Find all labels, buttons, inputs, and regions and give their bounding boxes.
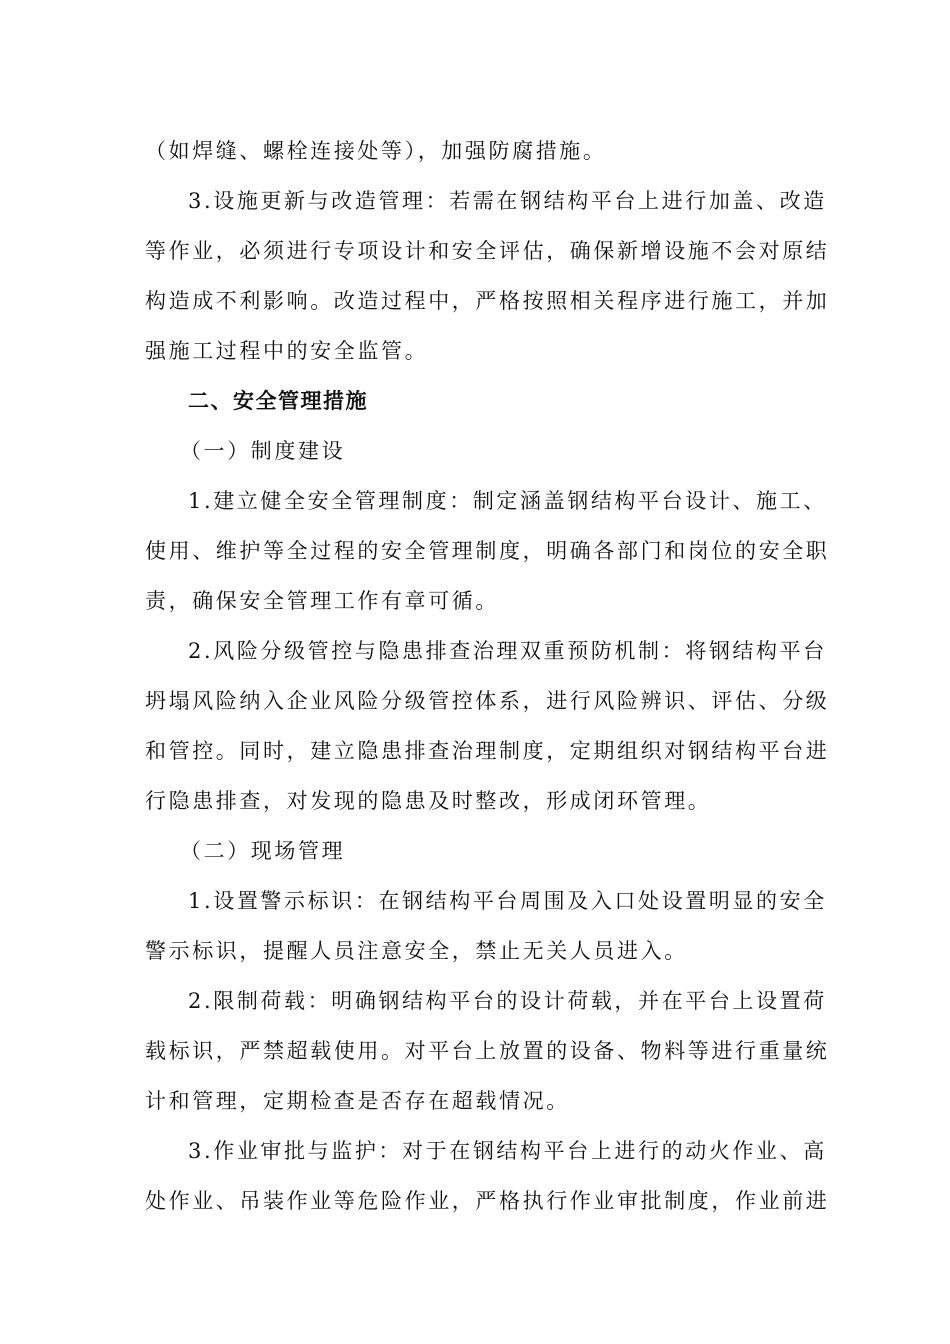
paragraph-line-12: 行隐患排查，对发现的隐患及时整改，形成闭环管理。 <box>145 789 712 813</box>
subsection-heading-2: （二）现场管理 <box>180 839 346 863</box>
paragraph-line-8: 责，确保安全管理工作有章可循。 <box>145 589 499 613</box>
paragraph-line-11: 和管控。同时，建立隐患排查治理制度，定期组织对钢结构平台进 <box>145 739 830 763</box>
paragraph-line-14: 警示标识，提醒人员注意安全，禁止无关人员进入。 <box>145 939 688 963</box>
subsection-heading-1: （一）制度建设 <box>180 439 346 463</box>
paragraph-line-1: （如焊缝、螺栓连接处等），加强防腐措施。 <box>145 139 607 163</box>
paragraph-line-18: 3.作业审批与监护：对于在钢结构平台上进行的动火作业、高 <box>188 1139 827 1163</box>
paragraph-line-2: 3.设施更新与改造管理：若需在钢结构平台上进行加盖、改造 <box>188 189 827 213</box>
paragraph-line-15: 2.限制荷载：明确钢结构平台的设计荷载，并在平台上设置荷 <box>188 989 827 1013</box>
paragraph-line-19: 处作业、吊装作业等危险作业，严格执行作业审批制度，作业前进 <box>145 1189 830 1213</box>
paragraph-line-13: 1.设置警示标识：在钢结构平台周围及入口处设置明显的安全 <box>188 889 827 913</box>
paragraph-line-10: 坍塌风险纳入企业风险分级管控体系，进行风险辨识、评估、分级 <box>145 689 830 713</box>
paragraph-line-16: 载标识，严禁超载使用。对平台上放置的设备、物料等进行重量统 <box>145 1039 830 1063</box>
paragraph-line-5: 强施工过程中的安全监管。 <box>145 339 429 363</box>
paragraph-line-7: 使用、维护等全过程的安全管理制度，明确各部门和岗位的安全职 <box>145 539 830 563</box>
paragraph-line-9: 2.风险分级管控与隐患排查治理双重预防机制：将钢结构平台 <box>188 639 827 663</box>
paragraph-line-6: 1.建立健全安全管理制度：制定涵盖钢结构平台设计、施工、 <box>188 489 827 513</box>
paragraph-line-4: 构造成不利影响。改造过程中，严格按照相关程序进行施工，并加 <box>145 289 830 313</box>
paragraph-line-3: 等作业，必须进行专项设计和安全评估，确保新增设施不会对原结 <box>145 239 830 263</box>
section-heading-2: 二、安全管理措施 <box>188 389 368 413</box>
paragraph-line-17: 计和管理，定期检查是否存在超载情况。 <box>145 1089 570 1113</box>
